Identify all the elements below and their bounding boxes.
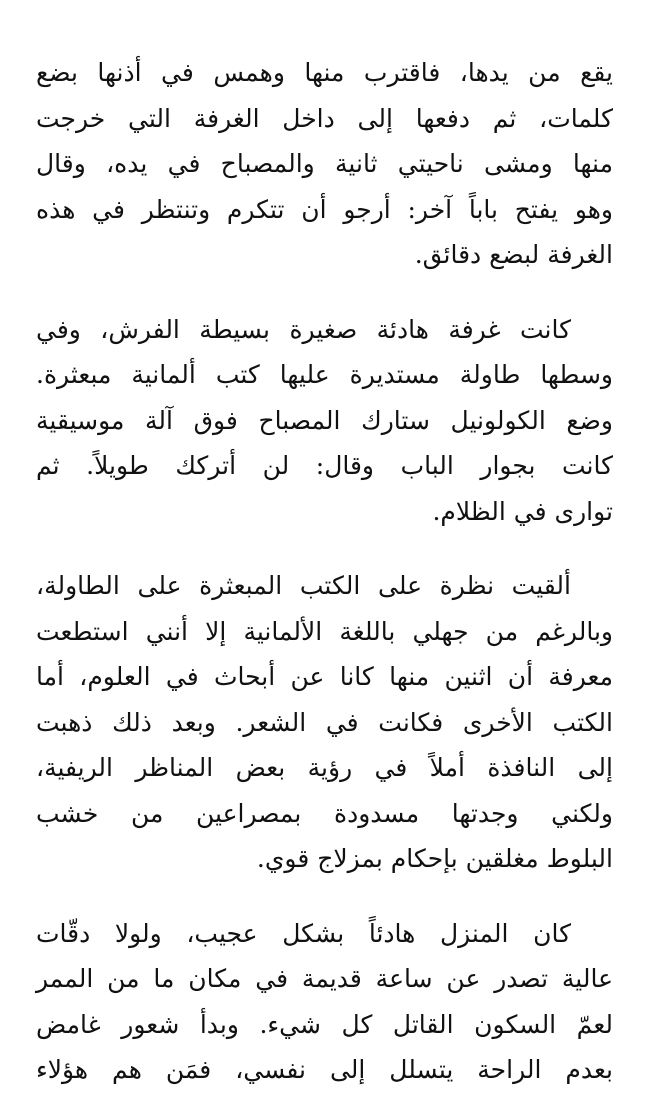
text-line: كانت بجوار الباب وقال: لن أتركك طويلاً. ثم xyxy=(36,451,613,480)
paragraph-3 xyxy=(36,563,613,882)
text-line: إلى النافذة أملاً في رؤية بعض المناظر الريفية، xyxy=(36,753,613,782)
text-line: ولكني وجدتها مسدودة بمصراعين من خشب xyxy=(36,798,613,828)
text-line: وضع الكولونيل ستارك المصباح فوق آلة موسيقية xyxy=(36,405,613,435)
paragraph-2 xyxy=(36,307,613,535)
text-line: لعمّ السكون القاتل كل شيء. وبدأ شعور غامض xyxy=(36,1009,613,1039)
text-line: منها ومشى ناحيتي ثانية والمصباح في يده، وقال xyxy=(36,149,613,178)
text-line: يقع من يدها، فاقترب منها وهمس في أذنها بضع xyxy=(36,58,613,87)
text-line: عالية تصدر عن ساعة قديمة في مكان ما من الممر xyxy=(36,964,613,993)
text-line: بعدم الراحة يتسلل إلى نفسي، فمَن هم هؤلاء xyxy=(36,1055,613,1084)
text-line: البلوط مغلقين بإحكام بمزلاج قوي. xyxy=(256,844,613,873)
text-line: كلمات، ثم دفعها إلى داخل الغرفة التي خرجت xyxy=(36,103,613,133)
text-line: الغرفة لبضع دقائق. xyxy=(414,240,613,269)
text-line: وهو يفتح باباً آخر: أرجو أن تتكرم وتنتظر في هذه xyxy=(36,194,613,224)
paragraph-4 xyxy=(36,911,613,1093)
paragraph-1 xyxy=(36,50,613,278)
text-line: كانت غرفة هادئة صغيرة بسيطة الفرش، وفي xyxy=(36,314,571,344)
text-line: الكتب الأخرى فكانت في الشعر. وبعد ذلك ذهبت xyxy=(36,707,613,737)
text-line: توارى في الظلام. xyxy=(432,496,613,526)
text-line: معرفة أن اثنين منها كانا عن أبحاث في العلوم، أما xyxy=(36,662,613,691)
text-line: ألقيت نظرة على الكتب المبعثرة على الطاولة، xyxy=(36,571,571,600)
text-line: وسطها طاولة مستديرة عليها كتب ألمانية مبعثرة. xyxy=(36,360,613,389)
text-line: وبالرغم من جهلي باللغة الألمانية إلا أنني استطعت xyxy=(36,616,613,646)
text-line: كان المنزل هادئاً بشكل عجيب، ولولا دقّات xyxy=(36,918,571,948)
